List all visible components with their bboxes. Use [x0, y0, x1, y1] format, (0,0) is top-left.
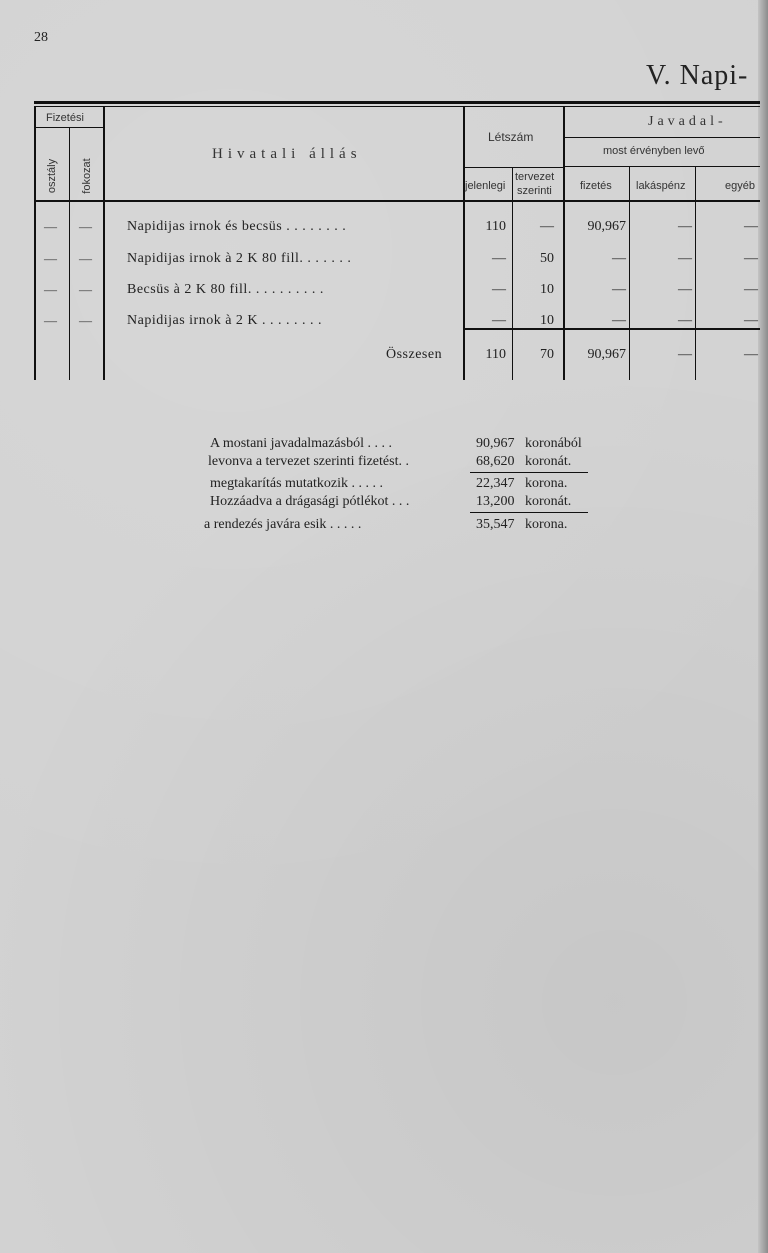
- cell-jelenlegi: 110: [485, 219, 506, 234]
- cell-allas: Napidijas irnok à 2 K . . . . . . . .: [127, 313, 323, 328]
- cell-fokozat: —: [79, 313, 92, 328]
- table-top-rule-thick: [34, 101, 760, 104]
- cell-fizetes: —: [612, 251, 626, 266]
- summary-unit: koronát.: [525, 454, 572, 469]
- summary-unit: koronát.: [525, 494, 572, 509]
- cell-fizetes: —: [612, 282, 626, 297]
- javadal-underline: [564, 137, 760, 138]
- cell-tervezet: 50: [540, 251, 554, 266]
- cell-egyeb: —: [744, 251, 758, 266]
- table-top-rule-thin: [34, 106, 760, 107]
- col-rule-fokozat: [103, 106, 105, 380]
- cell-lakaspenz: —: [678, 251, 692, 266]
- total-tervezet: 70: [540, 347, 554, 362]
- cell-fokozat: —: [79, 219, 92, 234]
- cell-egyeb: —: [744, 219, 758, 234]
- cell-egyeb: —: [744, 313, 758, 328]
- letszam-underline: [464, 167, 564, 168]
- summary-unit: koronából: [525, 436, 582, 451]
- cell-osztaly: —: [44, 313, 57, 328]
- col-rule-osztaly: [69, 128, 70, 380]
- summary-value: 35,547: [476, 517, 515, 532]
- summary-value: 22,347: [476, 476, 515, 491]
- col-rule-fizetes: [629, 166, 630, 380]
- total-egyeb: —: [744, 347, 758, 362]
- summary-label: Hozzáadva a drágasági pótlékot . . .: [210, 494, 410, 509]
- cell-fokozat: —: [79, 282, 92, 297]
- cell-tervezet: —: [540, 219, 554, 234]
- cell-osztaly: —: [44, 282, 57, 297]
- header-hivatali-allas: Hivatali állás: [212, 146, 362, 162]
- cell-lakaspenz: —: [678, 313, 692, 328]
- header-fokozat: fokozat: [81, 158, 93, 194]
- cell-jelenlegi: —: [492, 282, 506, 297]
- header-szerinti: szerinti: [517, 185, 552, 197]
- summary-addition-rule: [470, 512, 588, 513]
- summary-label: A mostani javadalmazásból . . . .: [210, 436, 392, 451]
- summary-value: 90,967: [476, 436, 515, 451]
- cell-fizetes: 90,967: [587, 219, 626, 234]
- col-rule-allas: [463, 106, 465, 380]
- summary-value: 68,620: [476, 454, 515, 469]
- cell-tervezet: 10: [540, 282, 554, 297]
- summary-unit: korona.: [525, 476, 568, 491]
- header-egyeb: egyéb: [725, 180, 755, 192]
- header-lakaspenz: lakáspénz: [636, 180, 686, 192]
- page-number: 28: [34, 30, 48, 45]
- cell-fokozat: —: [79, 251, 92, 266]
- header-bottom-rule: [34, 200, 760, 202]
- most-underline: [564, 166, 760, 167]
- cell-osztaly: —: [44, 219, 57, 234]
- cell-tervezet: 10: [540, 313, 554, 328]
- cell-jelenlegi: —: [492, 313, 506, 328]
- summary-value: 13,200: [476, 494, 515, 509]
- total-jelenlegi: 110: [485, 347, 506, 362]
- summary-label: megtakarítás mutatkozik . . . . .: [210, 476, 384, 491]
- col-rule-tervezet: [563, 106, 565, 380]
- col-rule-lakaspenz: [695, 166, 696, 380]
- cell-allas: Napidijas irnok és becsüs . . . . . . . .: [127, 219, 347, 234]
- cell-osztaly: —: [44, 251, 57, 266]
- summary-subtraction-rule: [470, 472, 588, 473]
- cell-egyeb: —: [744, 282, 758, 297]
- col-rule-left: [34, 106, 36, 380]
- summary-label: levonva a tervezet szerinti fizetést. .: [208, 454, 409, 469]
- header-osztaly: osztály: [46, 158, 58, 194]
- cell-lakaspenz: —: [678, 282, 692, 297]
- cell-fizetes: —: [612, 313, 626, 328]
- cell-jelenlegi: —: [492, 251, 506, 266]
- summary-unit: korona.: [525, 517, 568, 532]
- cell-lakaspenz: —: [678, 219, 692, 234]
- section-title: V. Napi-: [646, 60, 749, 91]
- header-fizetes: fizetés: [580, 180, 612, 192]
- total-fizetes: 90,967: [587, 347, 626, 362]
- header-most-ervenyben: most érvényben levő: [603, 145, 705, 157]
- header-letszam: Létszám: [488, 130, 534, 144]
- total-lakaspenz: —: [678, 347, 692, 362]
- cell-allas: Napidijas irnok à 2 K 80 fill. . . . . . .: [127, 251, 352, 266]
- page-edge-shadow: [758, 0, 768, 1253]
- header-jelenlegi: jelenlegi: [465, 180, 506, 192]
- header-tervezet: tervezet: [515, 171, 555, 183]
- cell-allas: Becsüs à 2 K 80 fill. . . . . . . . . .: [127, 282, 324, 297]
- summary-label: a rendezés javára esik . . . . .: [204, 517, 362, 532]
- col-rule-jelenlegi: [512, 167, 513, 380]
- header-javadal: Javadal-: [648, 114, 727, 129]
- header-fizetesi: Fizetési: [46, 112, 84, 124]
- total-label: Összesen: [386, 347, 443, 362]
